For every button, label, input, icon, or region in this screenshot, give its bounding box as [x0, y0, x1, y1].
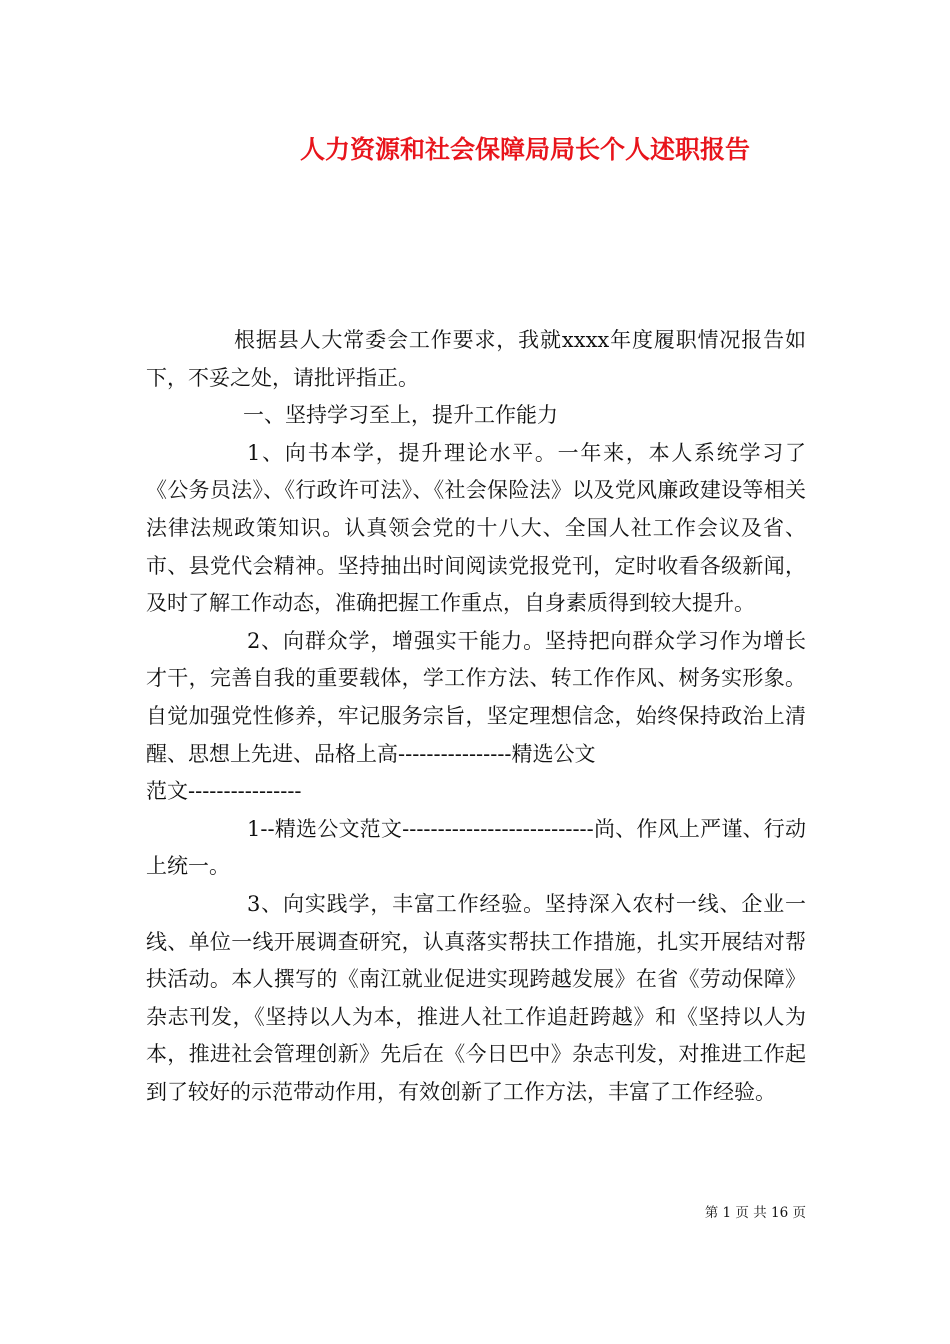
page-number-footer: 第 1 页 共 16 页 [704, 1205, 806, 1221]
item-1-paragraph: 1、向书本学，提升理论水平。一年来，本人系统学习了《公务员法》、《行政许可法》、《社会保险法》以及党风廉政建设等相关法律法规政策知识。认真领会党的十八大、全国人社工作会议及省、市、县党代会精神。坚持抽出时间阅读党报党刊，定时收看各级新闻，及时了解工作动态，准确把握工作重点，自身素质得到较大提升。 [146, 440, 806, 616]
item-2-text: 2、向群众学，增强实干能力。坚持把向群众学习作为增长才干，完善自我的重要载体，学工作方法、转工作作风、树务实形象。自觉加强党性修养，牢记服务宗旨，坚定理想信念，始终保持政治上清醒、思想上先进、品格上高 [146, 628, 806, 766]
item-2-continuation: 1--精选公文范文---------------------------尚、作风上严谨、行动上统一。 [146, 816, 806, 879]
intro-paragraph: 根据县人大常委会工作要求，我就xxxx年度履职情况报告如下，不妥之处，请批评指正。 [146, 328, 806, 390]
document-title: 人力资源和社会保障局局长个人述职报告 [299, 135, 750, 164]
section-heading: 一、坚持学习至上，提升工作能力 [243, 403, 558, 428]
document-body [146, 322, 806, 1111]
item-2-paragraph [146, 623, 806, 773]
separator-line: 范文---------------- [146, 779, 302, 804]
item-3-paragraph: 3、向实践学，丰富工作经验。坚持深入农村一线、企业一线、单位一线开展调查研究，认真落实帮扶工作措施，扎实开展结对帮扶活动。本人撰写的《南江就业促进实现跨越发展》在省《劳动保障》杂志刊发，《坚持以人为本，推进人社工作追赶跨越》和《坚持以人为本，推进社会管理创新》先后在《今日巴中》杂志刊发，对推进工作起到了较好的示范带动作用，有效创新了工作方法，丰富了工作经验。 [146, 891, 806, 1104]
item-2-separator: ----------------精选公文 [398, 741, 596, 766]
